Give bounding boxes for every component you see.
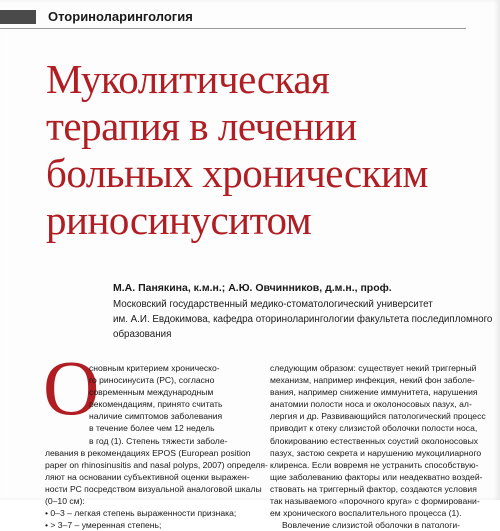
body-line: щие заболеванию факторы или неадекватно воздей-	[270, 471, 483, 482]
article-affiliation	[113, 297, 493, 342]
body-line: рекомендациям, принято считать	[89, 399, 223, 410]
body-line: так называемого «порочного круга» с формировани-	[270, 496, 480, 507]
body-line: в течение более чем 12 недель	[89, 423, 215, 434]
section-header	[0, 8, 466, 29]
body-column-left	[45, 362, 268, 531]
affiliation-line: им. А.И. Евдокимова, кафедра оториноларингологии факультета последипломного	[113, 314, 493, 325]
body-line: приводит к отеку слизистой оболочки полости носа,	[270, 423, 478, 434]
section-title: Оториноларингология	[48, 9, 193, 24]
body-line: • 0–3 – легкая степень выраженности признака;	[45, 508, 237, 519]
body-line: сновным критерием хроническо-	[89, 363, 220, 373]
body-line: современным международным	[89, 387, 214, 398]
title-line: больных хроническим	[46, 150, 428, 196]
body-line: • > 3–7 – умеренная степень;	[45, 520, 162, 531]
affiliation-line: Московский государственный медико-стоматологический университет	[113, 299, 433, 310]
title-line: Муколитическая	[46, 56, 330, 102]
body-line: го риносинусита (РС), согласно	[89, 375, 215, 386]
body-line: ствовать на триггерный фактор, создаются условия	[270, 483, 477, 494]
body-line: клиренса. Если вовремя не устранить способствую-	[270, 459, 479, 470]
body-line: paper on rhinosinusitis and nasal polyps, 2007) определя-	[45, 459, 268, 470]
body-line: вания, например снижение иммунитета, нарушения	[270, 387, 478, 398]
drop-cap: О	[43, 344, 100, 431]
body-line: механизм, например инфекция, некий фон заболе-	[270, 375, 475, 386]
body-line: лергия и др. Развивающийся патологический процесс	[270, 411, 486, 422]
body-line: в год (1). Степень тяжести заболе-	[89, 435, 228, 446]
body-line: ности РС посредством визуальной аналоговой шкалы	[45, 483, 262, 494]
body-line: наличие симптомов заболевания	[89, 411, 223, 422]
affiliation-line: образования	[113, 329, 172, 340]
article-authors: М.А. Панякина, к.м.н.; А.Ю. Овчинников, д.м.н., проф.	[113, 282, 392, 294]
body-line: блокированию естественных соустий околоносовых	[270, 435, 479, 446]
body-line: следующим образом: существует некий триггерный	[270, 363, 477, 373]
body-line: ем хронического воспалительного процесса (1).	[270, 508, 462, 519]
body-line: анатомии полости носа и околоносовых пазух, ал-	[270, 399, 472, 410]
body-line: левания в рекомендациях EPOS (European position	[45, 447, 251, 458]
body-column-right	[270, 362, 492, 531]
body-line: пазух, застою секрета и нарушению мукоцилиарного	[270, 447, 482, 458]
body-line: (0–10 см):	[45, 496, 85, 507]
body-line: ляют на основании субъективной оценки выражен-	[45, 471, 250, 482]
title-line: риносинуситом	[46, 197, 312, 243]
section-color-bar	[0, 10, 36, 24]
title-line: терапия в лечении	[46, 103, 357, 149]
article-title	[46, 56, 476, 244]
body-line: Вовлечение слизистой оболочки в патологи-	[270, 520, 460, 531]
